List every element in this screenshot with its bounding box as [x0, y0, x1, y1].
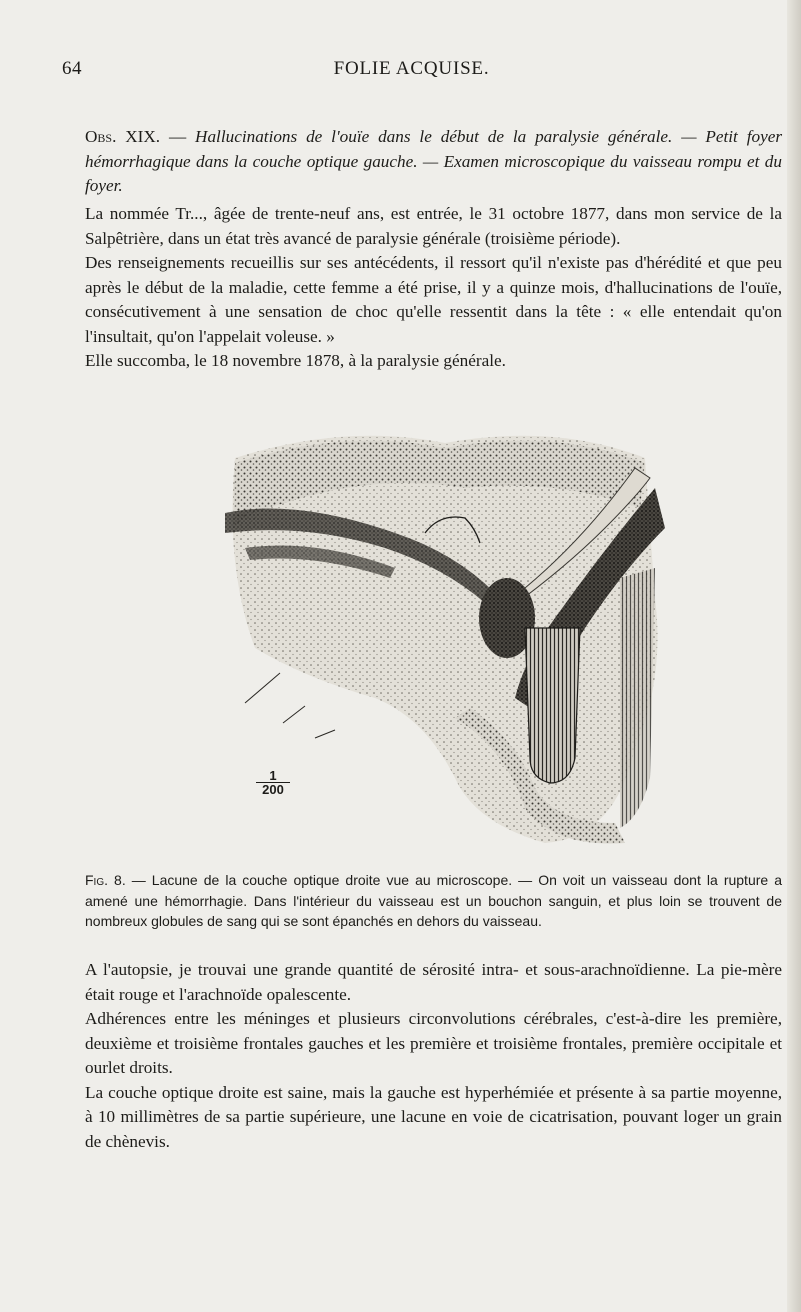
microscope-figure	[225, 418, 675, 850]
scale-denominator: 200	[262, 782, 284, 797]
paragraph: A l'autopsie, je trouvai une grande quantité de sérosité intra- et sous-arachnoïdienne. La pie-mère était rouge et l'arachnoïde opalescente.	[85, 960, 782, 1004]
figure-caption-text: — Lacune de la couche optique droite vue au microscope. — On voit un vaisseau dont la rupture a amené une hémorrhagie. Dans l'intérieur du vaisseau est un bouchon sanguin, et plus loin se trouvent de nombreux globules de sang qui se sont épanchés en dehors du vaisseau.	[85, 872, 782, 929]
scale-numerator: 1	[256, 769, 290, 783]
page-edge	[787, 0, 801, 1312]
paragraph: Elle succomba, le 18 novembre 1878, à la paralysie générale.	[85, 351, 506, 370]
body-text-bottom	[85, 958, 782, 1154]
paragraph: La couche optique droite est saine, mais la gauche est hyperhémiée et présente à sa partie moyenne, à 10 millimètres de sa partie supérieure, une lacune en voie de cicatrisation, pouvant loger un grain de chènevis.	[85, 1082, 782, 1151]
microscope-illustration	[225, 418, 675, 850]
observation-label: Obs. XIX.	[85, 127, 161, 146]
paragraph: Adhérences entre les méninges et plusieurs circonvolutions cérébrales, c'est-à-dire les première, deuxième et troisième frontales gauches et les première et troisième frontales, première occipitale et ourlet droits.	[85, 1009, 782, 1077]
observation-heading	[85, 125, 782, 199]
paragraph: Des renseignements recueillis sur ses antécédents, il ressort qu'il n'existe pas d'hérédité et que peu après le début de la maladie, cette femme a été prise, il y a quinze mois, d'hallucinations de l'ouïe, consécutivement à une sensation de choc qu'elle ressentit dans la tête : « elle entendait qu'on l'insultait, qu'on l'appelait voleuse. »	[85, 253, 782, 346]
page-header	[62, 58, 761, 84]
scale-fraction	[256, 769, 290, 796]
figure-label: Fig. 8.	[85, 872, 126, 888]
observation-dash: —	[160, 127, 196, 146]
paragraph: La nommée Tr..., âgée de trente-neuf ans, est entrée, le 31 octobre 1877, dans mon service de la Salpêtrière, dans un état très avancé de paralysie générale (troisième période).	[85, 204, 782, 248]
figure-caption	[85, 870, 782, 932]
running-title: FOLIE ACQUISE.	[333, 58, 490, 79]
observation-title: Hallucinations de l'ouïe dans le début de la paralysie générale. — Petit foyer hémorrhagique dans la couche optique gauche. — Examen microscopique du vaisseau rompu et du foyer.	[85, 127, 783, 195]
page-number: 64	[62, 58, 82, 79]
body-text-top	[85, 202, 782, 374]
